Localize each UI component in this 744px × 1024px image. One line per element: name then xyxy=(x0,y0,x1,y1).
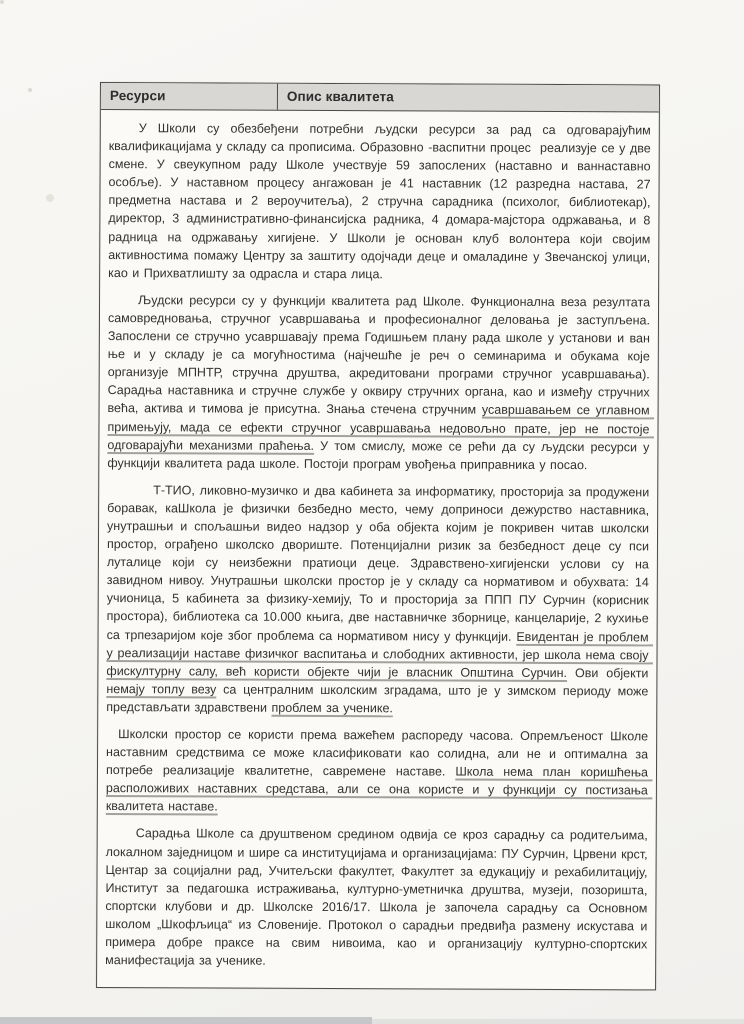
text-run: Сарадња Школе са друштвеном средином одвија се кроз сарадњу са родитељима, локалном заједницом и шире са институцијама и организацијама: ПУ Сурчин, Црвени крст, Центар за социјални рад, Учитељски факултет, Факултет за едукацију и рехабилитацију, Институт за педагошка истраживања, културно-уметничка друштва, музеји, позоришта, спортски клубови и др. Школске 2016/17. Школа је започела сарадњу са Основном школом „Шкофљица“ из Словеније. Протокол о сарадњи предвиђа размену искустава и примера добре праксе на свим нивоима, као и организацију културно-спортских манифестација за ученике. xyxy=(105,826,653,968)
text-run: Људски ресурси су у функцији квалитета рад Школе. Функционална веза резултата самовредновања, стручног усавршавања и професионалног деловања је заступљена. Запослени се стручно усавршавају према Годишњем плану рада школе у установи и ван ње и у складу је са могућностима (најчешће је реч о семинарима и обукама које организује МПНТР, стручна друштва, акредитовани програми стручног усавршавања). Сарадња наставника и стручне службе у оквиру стручних органа, као и између стручних већа, актива и тимова је присутна. Знања стечена стручним xyxy=(107,293,655,418)
scan-edge-artifact-left xyxy=(0,1017,372,1024)
table-body-cell xyxy=(97,110,659,990)
text-run: У том смислу, може се рећи да су људски ресурси у функцији квалитета рада школе. Постоји програм увођења приправника у посао. xyxy=(107,438,654,472)
text-run: Ови објекти xyxy=(567,665,653,681)
paragraph xyxy=(107,291,655,474)
text-run: Т-ТИО, ликовно-музичко и два кабинета за информатику, просторија за продужени боравак, каШкола је физички безбедно место, чему доприноси дежурство наставника, унутрашњи и спољашњи видео надзор у оба објекта којим је покривен читав школски простор, ограђено школско двориште. Потенцијални ризик за безбедност деце су пси луталице који су неизбежни пратиоци деце. Здравствено-хигијенски услови су на завидном нивоу. Унутрашњи школски простор је у складу са нормативом и обухвата: 14 учионица, 5 кабинета за физику-хемију, То и просторија за ППП ПУ Сурчин (корисник простора), библиотека са 10.000 књига, две наставничке зборнице, канцеларије, 2 кухиње са трпезаријом које због проблема са нормативом нису у функцији. xyxy=(106,483,654,644)
pencil-underlined-text: Евидентан је проблем у реализацији наставе физичког васпитања и слободних активности, јер школа нема своју фискултурну салу, већ користи објекте чији је власник Општина Сурчин. xyxy=(106,629,654,680)
text-run: са централним школским зградама, што је у зимском периоду може представљати здравствени xyxy=(106,682,653,715)
scan-edge-artifact-right xyxy=(372,1019,744,1024)
text-run: У Школи су обезбеђени потребни људски ресурси за рад са одговарајућим квалификацијама у складу са прописима. Образовно -васпитни процес реализује се у две смене. У свеукупном раду Школе учествује 59 запослених (наставно и ваннаставно особље). У наставном процесу ангажован је 41 наставник (12 разредна настава, 27 предметна настава и 2 вероучитеља), 2 стручна сарадника (психолог, библиотекар), директор, 3 административно-финансијска радника, 4 домара-мајстора одржавања, и 8 радница на одржавању хигијене. У Школи је основан клуб волонтера који својим активностима помажу Центру за заштиту одојчади деце и омаладине у Звечанској улици, као и Прихватлишту за одрасла и стара лица. xyxy=(108,121,656,281)
resources-quality-table xyxy=(96,82,660,991)
pencil-underlined-text: Школа нема план коришћења расположивих наставних средстава, али се она користе и у функцији су постизања квалитета наставе. xyxy=(105,764,653,814)
paragraph xyxy=(105,725,653,818)
header-cell-quality-description: Опис квалитета xyxy=(286,88,394,105)
pencil-underlined-text: немају топлу везу xyxy=(106,681,217,697)
paragraph xyxy=(105,825,653,972)
header-cell-resources: Ресурси xyxy=(101,83,278,110)
pencil-underlined-text: усавршавањем се углавном примењују, мада се ефекти стручног усавршавања недовољно прате, јер не постоје одговарајући механизми праћења. xyxy=(107,403,655,453)
text-run: Школски простор се користи према важећем распореду часова. Опремљеност Школе наставним средствима се може класификовати као солидна, али не и оптимална за потребе реализације квалитетне, савремене наставе. xyxy=(105,727,653,779)
table-header-row xyxy=(101,83,659,112)
paragraph xyxy=(108,119,656,284)
pencil-underlined-text: проблем за ученике. xyxy=(271,700,393,716)
paragraph xyxy=(106,481,654,719)
